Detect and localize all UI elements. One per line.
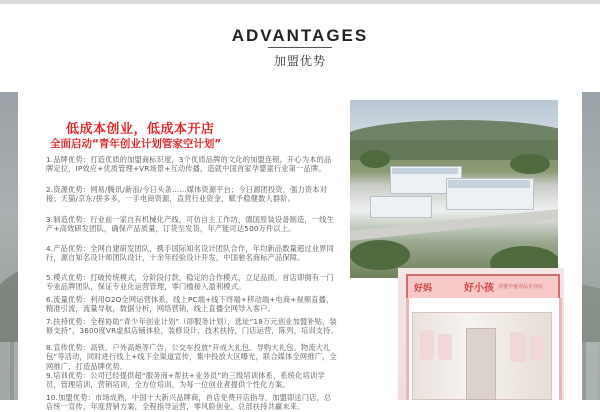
factory-roof	[392, 168, 458, 174]
factory-photo-tree	[510, 154, 550, 174]
benefit-item-1: 1.品牌优势：打造优质的加盟商标识度，3个优质品牌的文化的加盟连锁，开心为本的品牌定位，IP效应+优质管理+VR场景+互动传播，造就中国首家孕婴童行业第一品牌。	[46, 155, 332, 174]
benefit-item-9: 9.培训优势：公司已经提供超“服务商+帮扶+业务员”的三级培训体系，系统化培训学员，管理培训，营销培训，全方位培训，为每一位创业者提供个性化方案。	[46, 371, 325, 390]
store-display-item	[438, 334, 452, 360]
benefit-item-4: 4.产品优势：全网自建研发团队，携手国际知名设计团队合作，年均新品数量超过业界同行，源自知名设计师团队设计，十余年经验设计开发，中国驰名商标产品保障。	[46, 244, 334, 263]
page-subtitle: 加盟优势	[273, 54, 326, 68]
storefront-photo	[398, 268, 564, 400]
factory-photo-tree	[360, 150, 390, 168]
headline-main: 低成本创业，低成本开店	[66, 122, 215, 137]
benefit-item-10: 10.加盟优势：市场成熟，中国十大新兴品牌商，首店免费开店指导，加盟即送门店，总店统一宣传，年度营销方案，全程指导运营，零风险创业，总部扶持共赢未来。	[46, 393, 332, 412]
store-sign-brand: 好小孩	[464, 283, 494, 294]
benefit-item-3: 3.制造优势：行业前一家自有机械化产线，可仿自主工作坊，德国原装设备制造，一线生产+高效研发团队，确保产品质量，订货至发货，年产能可达500万件以上。	[46, 215, 334, 234]
factory-building	[370, 196, 432, 218]
headline-sub: 全面启动“青年创业计划管家空计划”	[50, 138, 222, 150]
headline	[46, 114, 288, 156]
benefit-item-8: 8.宣传优势：高铁、户外高炮等广告，公交车投放“开成大礼包、导购大礼包、物流大礼包”等活动，同时进行线上+线下全渠道宣传，集中投放大区曝光，联合媒体全网推广，全网推广，打造品牌优势。	[46, 343, 337, 371]
benefit-item-6: 6.流量优势：利用O2O全网运营体系，线上PC端+线下终端+移动端+电商+视频直播，精准引流，流量导航，数据分析，网络营销，线上直播全网导入客户。	[46, 295, 334, 314]
factory-photo-tree	[350, 240, 410, 270]
factory-aerial-photo	[350, 100, 558, 278]
page-title: ADVANTAGES	[231, 26, 369, 45]
store-display-item	[420, 330, 434, 360]
benefit-item-7: 7.扶持优势：全程协助“青少年创业计划”（即服务计划），选址“18万元创业加盟补贴，装修支持”，3600度VR虚拟店铺体验，装修设计，技术扶持，门店运营，陈列，培训支持。	[46, 317, 338, 336]
store-door	[466, 328, 496, 400]
factory-roof	[448, 180, 530, 188]
store-display-item	[530, 336, 544, 360]
title-divider	[268, 47, 332, 48]
store-sign-tagline: 母婴孕童用品专业店	[498, 284, 544, 290]
store-sign-brand-small: 好妈	[414, 284, 433, 294]
benefit-item-2: 2.资源优势：网易/腾讯/新浪/今日头条……媒体资源平台；今日源团投资，强力资本对接；天猫/京东/拼多多，一手电商资源，直营行业资金，赋予稳健数人群阶。	[46, 185, 328, 204]
section-header	[0, 0, 600, 72]
benefit-item-5: 5.模式优势：打破传统模式，分阶段付款，稳定的合作模式，立足品质，首店即拥有一门专业品牌团队，保证专业化运营管理，零门槛接入盈利模式。	[46, 273, 334, 292]
store-display-item	[510, 332, 526, 362]
